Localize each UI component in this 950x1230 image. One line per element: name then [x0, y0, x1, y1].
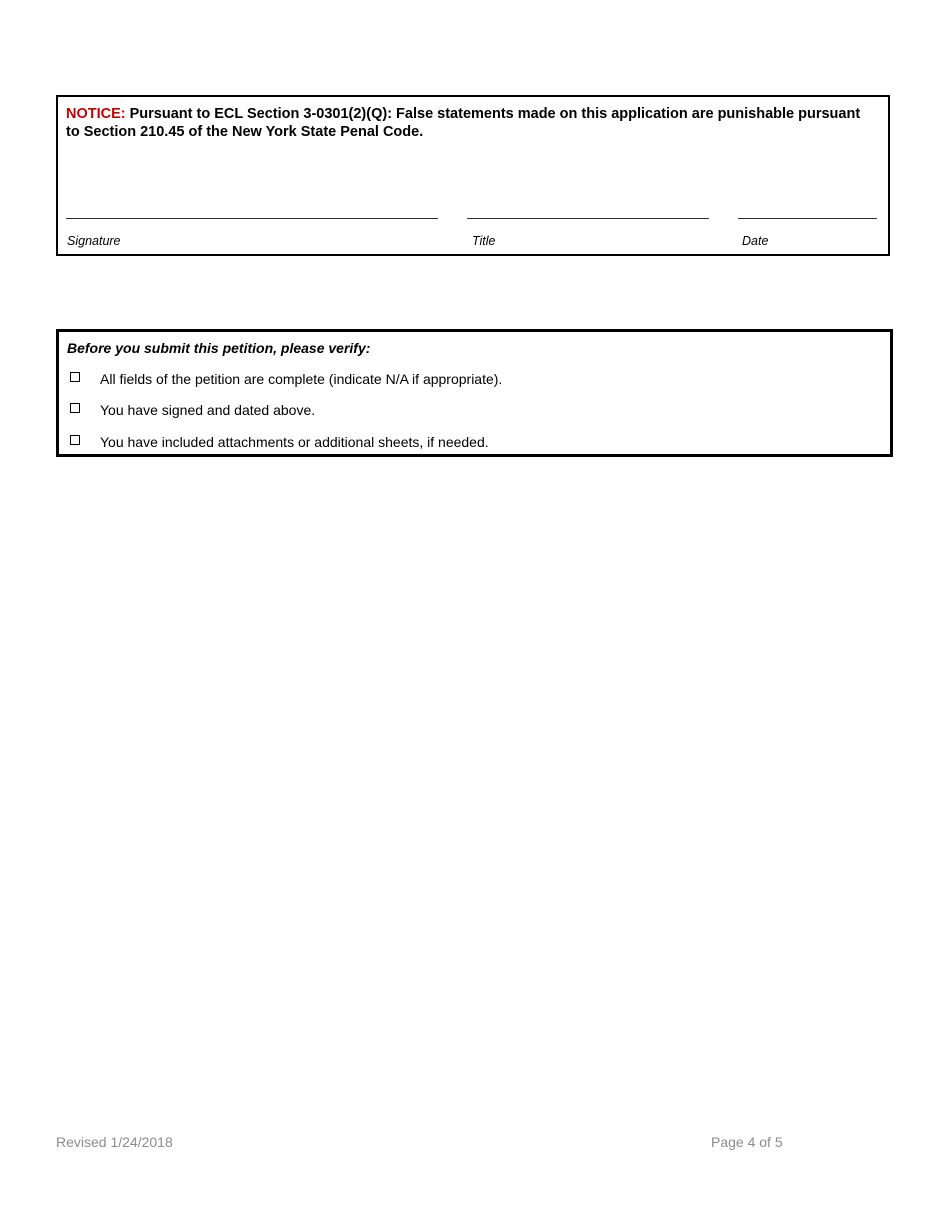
revision-date: Revised 1/24/2018 — [56, 1134, 173, 1150]
signature-label: Signature — [67, 234, 121, 248]
notice-statement — [66, 105, 876, 141]
checkbox-attachments[interactable] — [70, 435, 80, 445]
signature-field[interactable] — [66, 218, 438, 219]
checkbox-complete-fields[interactable] — [70, 372, 80, 382]
notice-label: NOTICE: — [66, 106, 126, 122]
page-number: Page 4 of 5 — [711, 1134, 783, 1150]
title-label: Title — [472, 234, 496, 248]
checklist-item-label: You have signed and dated above. — [100, 402, 316, 418]
notice-body: Pursuant to ECL Section 3-0301(2)(Q): False statements made on this application are punishable pursuant to Section 210.45 of the New York State Penal Code. — [66, 106, 861, 140]
verify-checklist-box — [56, 329, 893, 457]
title-field[interactable] — [467, 218, 709, 219]
checklist-item — [67, 370, 867, 388]
checklist-item — [67, 401, 867, 419]
checklist-item — [67, 433, 867, 451]
date-field[interactable] — [738, 218, 877, 219]
checklist-item-label: You have included attachments or additional sheets, if needed. — [100, 434, 489, 450]
checkbox-signed-dated[interactable] — [70, 403, 80, 413]
checklist-item-label: All fields of the petition are complete (indicate N/A if appropriate). — [100, 371, 503, 387]
date-label: Date — [742, 234, 769, 248]
verify-heading: Before you submit this petition, please verify: — [67, 340, 371, 356]
notice-box — [56, 95, 890, 256]
